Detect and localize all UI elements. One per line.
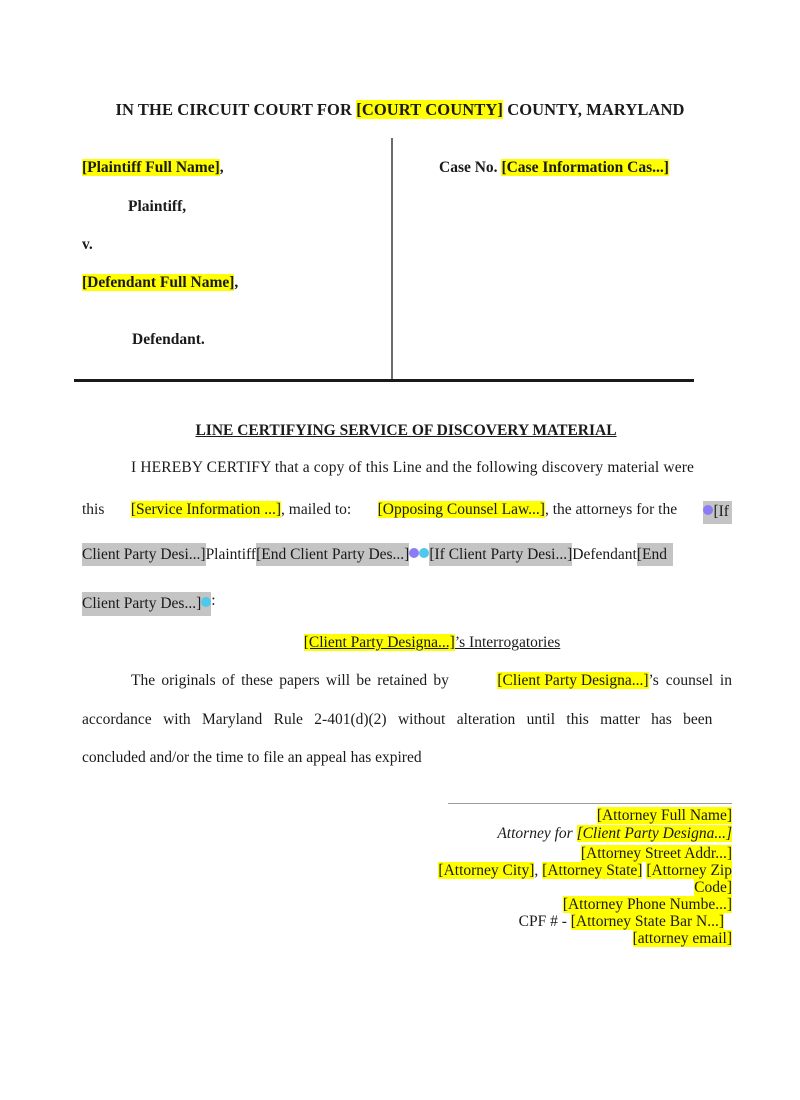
opposing-counsel-field[interactable]: [Opposing Counsel Law...] [377, 501, 545, 518]
attorney-state-field[interactable]: [Attorney State] [542, 862, 643, 879]
document-title: LINE CERTIFYING SERVICE OF DISCOVERY MATERIAL [195, 422, 617, 439]
originals-line-3 [82, 749, 732, 767]
attorney-street-field[interactable]: [Attorney Street Addr...] [580, 845, 732, 862]
plaintiff-name-line [82, 159, 224, 177]
originals-line-1 [131, 672, 732, 690]
attorney-zip-field[interactable]: [Attorney Zip [646, 862, 732, 879]
text-mailed-to: , mailed to: [281, 501, 352, 518]
certify-line-3 [82, 546, 732, 564]
defendant-name-field[interactable]: [Defendant Full Name] [82, 274, 235, 291]
caption-horizontal-divider [74, 379, 694, 382]
case-number-line [439, 159, 669, 177]
signature-attorney-name [597, 807, 732, 824]
case-number-label: Case No. [439, 159, 502, 176]
certify-line-4 [82, 592, 732, 616]
signature-street [581, 845, 732, 862]
end-client-party-field-2[interactable] [82, 592, 211, 616]
originals-client-field[interactable]: [Client Party Designa...] [497, 672, 649, 689]
attorney-for-client-field[interactable]: [Client Party Designa...] [576, 825, 732, 842]
attorney-bar-number-field[interactable]: [Attorney State Bar N...] [570, 913, 724, 930]
interrogatories-suffix: ’s Interrogatories [454, 634, 561, 651]
conditional-marker-cyan-icon [419, 548, 429, 558]
caption-vertical-divider [391, 138, 393, 380]
if-client-party-field-start[interactable] [703, 501, 732, 524]
signature-email [633, 930, 732, 947]
plaintiff-label: Plaintiff, [128, 198, 187, 215]
court-county-field[interactable]: [COURT COUNTY] [356, 100, 503, 119]
versus-label: v. [82, 236, 93, 253]
if-client-start-text: [If [713, 503, 729, 520]
court-prefix: IN THE CIRCUIT COURT FOR [115, 100, 357, 119]
interrogatories-line [0, 634, 800, 652]
if-client-party-field-defendant[interactable]: [If Client Party Desi...] [429, 543, 572, 566]
text-defendant: Defendant [572, 546, 637, 563]
court-heading [0, 100, 800, 120]
signature-line [448, 803, 732, 804]
certify-line-2 [82, 501, 732, 524]
originals-text-2: accordance with Maryland Rule 2-401(d)(2) without alteration until this matter has been [82, 711, 713, 728]
attorney-email-field[interactable]: [attorney email] [632, 930, 732, 947]
signature-phone [563, 896, 732, 913]
attorney-zip-field-cont[interactable]: Code] [694, 879, 732, 896]
originals-text-3: concluded and/or the time to file an appeal has expired [82, 749, 422, 766]
court-suffix: COUNTY, MARYLAND [502, 100, 685, 119]
text-plaintiff: Plaintiff [205, 546, 257, 563]
conditional-marker-purple-icon [409, 548, 419, 558]
plaintiff-comma: , [219, 159, 224, 176]
certify-text-1: I HEREBY CERTIFY that a copy of this Line and the following discovery material were [131, 459, 695, 476]
service-information-field[interactable]: [Service Information ...] [130, 501, 282, 518]
signature-zip-cont [694, 879, 732, 896]
plaintiff-name-field[interactable]: [Plaintiff Full Name] [82, 159, 220, 176]
defendant-comma: , [234, 274, 239, 291]
city-state-separator: , [534, 862, 543, 879]
conditional-marker-purple-icon [703, 505, 713, 515]
certify-line-1 [131, 459, 732, 477]
defendant-label: Defendant. [132, 331, 205, 348]
originals-line-2 [82, 711, 732, 729]
attorney-for-label: Attorney for [497, 825, 577, 842]
signature-attorney-for [497, 825, 732, 842]
signature-city-state-zip [438, 862, 732, 879]
text-attorneys-for: , the attorneys for the [544, 501, 678, 518]
end-client-2-text: Client Party Des...] [82, 595, 202, 612]
defendant-name-line [82, 274, 238, 292]
end-client-party-field-1[interactable]: [End Client Party Des...] [256, 543, 409, 566]
end-client-party-field-2-start[interactable]: [End [637, 543, 673, 566]
text-colon: : [211, 592, 216, 609]
originals-text-1: The originals of these papers will be retained by [131, 672, 449, 689]
text-this: this [82, 501, 105, 518]
cpf-label: CPF # - [518, 913, 571, 930]
signature-cpf [519, 913, 724, 930]
case-number-field[interactable]: [Case Information Cas...] [501, 159, 669, 176]
conditional-marker-cyan-icon [201, 597, 211, 607]
originals-suffix: ’s counsel in [648, 672, 732, 689]
attorney-city-field[interactable]: [Attorney City] [438, 862, 535, 879]
interrogatories-client-field[interactable]: [Client Party Designa...] [303, 634, 455, 651]
attorney-phone-field[interactable]: [Attorney Phone Numbe...] [562, 896, 732, 913]
if-client-party-field-plaintiff[interactable]: Client Party Desi...] [82, 543, 206, 566]
attorney-full-name-field[interactable]: [Attorney Full Name] [596, 807, 732, 824]
